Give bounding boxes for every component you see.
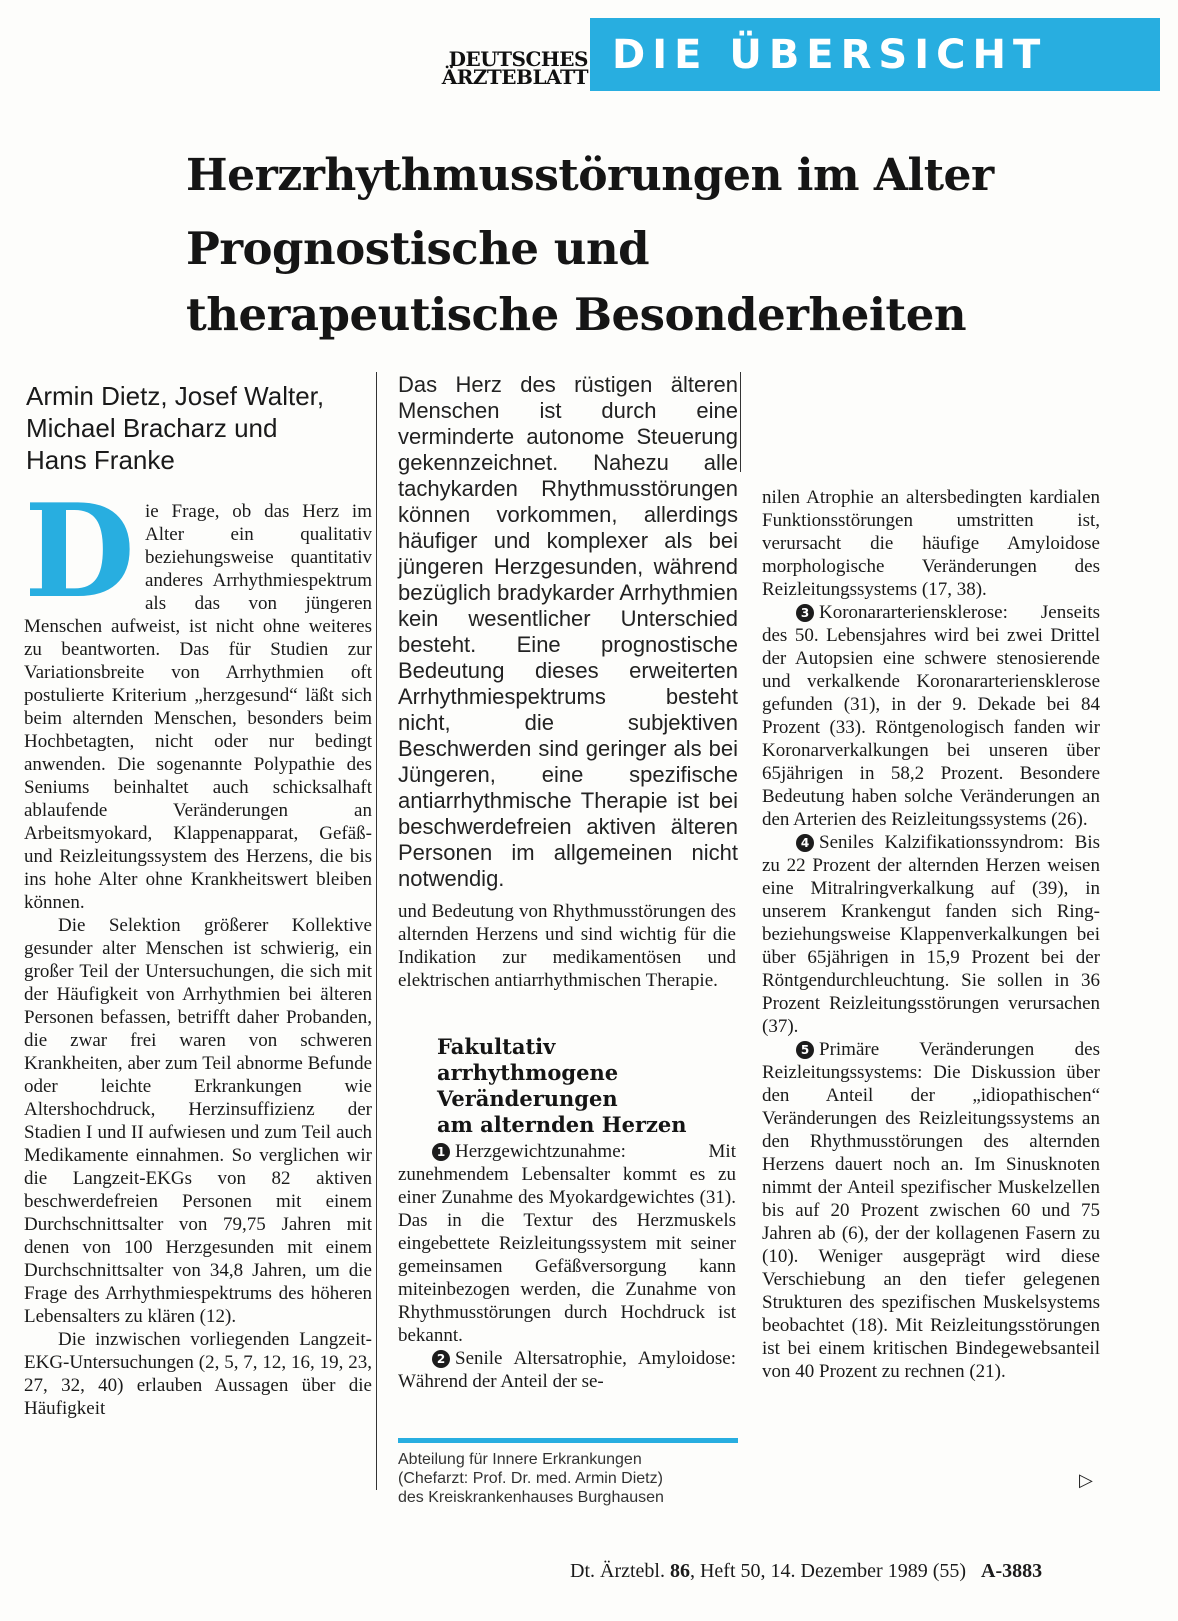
drop-cap: D — [24, 477, 135, 627]
column-rule-right — [740, 372, 741, 472]
issue-info: , Heft 50, 14. Dezember 1989 (55) — [689, 1560, 967, 1582]
affiliation-line: Abteilung für Innere Erkrankungen — [398, 1451, 642, 1468]
item-text: Herzgewichtzunahme: Mit zunehmendem Lebensalter kommt es zu einer Zunahme des Myokardgewichtes (31). Das in die Textur des Herzmuskels eingebettete Reizleitungssystem mit seiner gemeinsamen Gefäßversorgung kann miteinbezogen werden, die Zunahme von Rhythmusstörungen durch Hochdruck ist bekannt. — [398, 1141, 736, 1346]
section-title: DIE ÜBERSICHT — [612, 32, 1048, 78]
author-line: Michael Bracharz und — [26, 413, 278, 443]
section-heading-line: Veränderungen — [437, 1086, 618, 1111]
number-2-icon: 2 — [432, 1350, 450, 1368]
body-paragraph: Die Selektion größerer Kollektive gesunder alter Menschen ist schwierig, ein großer Teil der Untersuchungen, die sich mit der Häufigkeit von Arrhythmien bei älteren Personen befassen, betrifft daher Probanden, die zwar frei waren von schweren Krankheiten, aber zum Teil abnorme Befunde oder leichte Erkrankungen wie Altershochdruck, Herzinsuffizienz der Stadien I und II aufwiesen und zum Teil auch Medikamente einnahmen. So verglichen wir die Langzeit-EKGs von 82 aktiven beschwerdefreien Personen mit einem Durchschnittsalter von 79,75 Jahren mit denen von 100 Herzgesunden mit einem Durchschnittsalter von 34,8 Jahren, um die Frage des Arrhythmiespektrums des höheren Lebensalters zu klären (12). — [24, 915, 372, 1327]
numbered-item — [398, 1347, 736, 1393]
page-number: A-3883 — [981, 1560, 1043, 1582]
body-column-2 — [398, 900, 736, 992]
affiliation-rule — [398, 1438, 738, 1443]
numbered-item — [762, 1038, 1100, 1383]
column-rule-left — [376, 372, 377, 1490]
numbered-item — [762, 831, 1100, 1038]
item-text: Senile Altersatrophie, Amyloidose: Während der Anteil der se- — [398, 1348, 736, 1392]
number-4-icon: 4 — [796, 834, 814, 852]
continue-arrow-icon: ▷ — [1079, 1470, 1093, 1491]
numbered-item — [398, 1140, 736, 1347]
body-column-2-items — [398, 1140, 736, 1393]
logo-line-1: DEUTSCHES — [448, 47, 588, 71]
headline-line-1: Herzrhythmusstörungen im Alter — [186, 150, 994, 201]
journal-logo — [410, 47, 588, 89]
author-line: Hans Franke — [26, 445, 175, 475]
number-1-icon: 1 — [432, 1143, 450, 1161]
headline-line-2: Prognostische und — [186, 222, 650, 275]
affiliation-line: des Kreiskrankenhauses Burghausen — [398, 1489, 664, 1506]
abstract-text: Das Herz des rüstigen älteren Menschen ist durch eine verminderte autonome Steuerung gekennzeichnet. Nahezu alle tachykarden Rhythmusstörungen können vorkommen, allerdings häufiger und komplexer als bei jüngeren Herzgesunden, während bezüglich bradykarder Arrhythmien kein wesentlicher Unterschied besteht. Eine prognostische Bedeutung dieses erweiterten Arrhythmiespektrums besteht nicht, die subjektiven Beschwerden sind geringer als bei Jüngeren, eine spezifische antiarrhythmische Therapie ist bei beschwerdefreien aktiven älteren Personen im allgemeinen nicht notwendig. — [398, 372, 738, 891]
number-5-icon: 5 — [796, 1041, 814, 1059]
numbered-item — [762, 601, 1100, 831]
section-heading — [437, 1034, 737, 1138]
section-banner — [590, 18, 1160, 91]
headline-line-3: therapeutische Besonderheiten — [186, 288, 967, 341]
affiliation-line: (Chefarzt: Prof. Dr. med. Armin Dietz) — [398, 1470, 663, 1487]
item-text: Primäre Veränderungen des Reizleitungssystems: Die Diskussion über den Anteil der „idiopathischen“ Veränderungen des Reizleitungssystems an den Rhythmusstörungen des alternden Herzens dauert noch an. Im Sinusknoten nimmt der Anteil spezifischer Muskelzellen bis auf 20 Prozent zwischen 60 und 75 Jahren ab (6), der der kollagenen Fasern zu (10). Weniger ausgeprägt wird diese Verschiebung an den tiefer gelegenen Strukturen des spezifischen Muskelsystems beobachtet (18). Mit Reizleitungsstörungen ist bei einem kritischen Bindegewebsanteil von 40 Prozent zu rechnen (21). — [762, 1039, 1100, 1382]
volume-number: 86 — [669, 1560, 690, 1582]
author-line: Armin Dietz, Josef Walter, — [26, 381, 325, 411]
number-3-icon: 3 — [796, 604, 814, 622]
body-paragraph: Die inzwischen vorliegenden Langzeit-EKG-Untersuchungen (2, 5, 7, 12, 16, 19, 23, 27, 32, 40) erlauben Aussagen über die Häufigkeit — [24, 1329, 372, 1419]
body-paragraph: nilen Atrophie an altersbedingten kardialen Funktionsstörungen umstritten ist, verursacht die häufige Amyloidose morphologische Veränderungen des Reizleitungssystems (17, 38). — [762, 487, 1100, 600]
journal-name: Dt. Ärztebl. — [570, 1560, 665, 1582]
section-heading-line: Fakultativ arrhythmogene — [437, 1034, 619, 1085]
author-list — [26, 380, 356, 476]
item-text: Koronararteriensklerose: Jenseits des 50. Lebensjahres wird bei zwei Drittel der Autopsien eine schwere stenosierende und verkalkende Koronararteriensklerose gefunden (31), in der 9. Dekade bei 84 Prozent (33). Röntgenologisch fanden wir Koronarverkalkungen bei unseren über 65jährigen in 58,2 Prozent. Besondere Bedeutung haben solche Veränderungen an den Arterien des Reizleitungssystems (26). — [762, 602, 1100, 830]
body-column-3 — [762, 486, 1100, 1383]
body-column-1 — [24, 477, 372, 1420]
section-heading-line: am alternden Herzen — [437, 1112, 687, 1137]
logo-line-2: ÄRZTEBLATT — [441, 65, 588, 89]
item-text: Seniles Kalzifikationssyndrom: Bis zu 22 Prozent der alternden Herzen weisen eine Mitralringverkalkung auf (39), in unserem Krankengut fanden sich Ring- beziehungsweise Klappenverkalkungen bei über 65jährigen in 15,9 Prozent bei der Röntgendurchleuchtung. Sie sollen in 36 Prozent Reizleitungsstörungen verursachen (37). — [762, 832, 1100, 1037]
page-footer — [570, 1560, 1042, 1583]
abstract-box — [398, 372, 738, 892]
body-paragraph: ie Frage, ob das Herz im Alter ein qualitativ beziehungsweise quantitativ anderes Arrhythmiespektrum als das von jüngeren Menschen aufweist, ist nicht ohne weiteres zu beantworten. Das für Studien zur Variationsbreite von Arrhythmien oft postulierte Kriterium „herzgesund“ läßt sich beim alternden Menschen, besonders beim Hochbetagten, nicht oder nur bedingt anwenden. Die sogenannte Polypathie des Seniums beinhaltet auch schicksalhaft ablaufende Veränderungen an Arbeitsmyokard, Klappenapparat, Gefäß- und Reizleitungssystem des Herzens, die bis ins hohe Alter ohne Krankheitswert bleiben können. — [24, 501, 372, 913]
affiliation — [398, 1450, 738, 1507]
body-paragraph: und Bedeutung von Rhythmusstörungen des alternden Herzens und sind wichtig für die Indikation zur medikamentösen und elektrischen antiarrhythmischen Therapie. — [398, 901, 736, 991]
